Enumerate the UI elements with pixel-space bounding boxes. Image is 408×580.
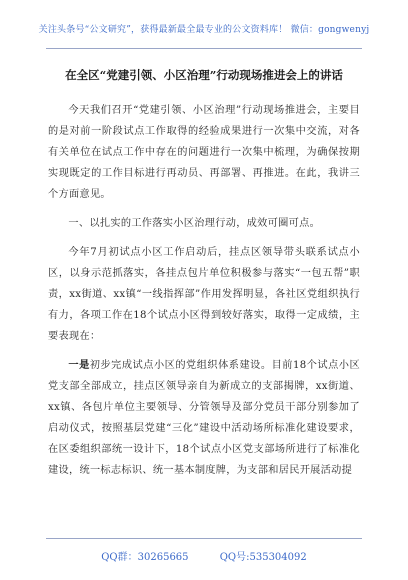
document-title: 在全区“党建引领、小区治理”行动现场推进会上的讲话 <box>65 68 343 82</box>
document-body <box>48 100 360 489</box>
paragraph-progress: 今年7月初试点小区工作启动后，挂点区领导带头联系试点小区，以身示范抓落实，各挂点包片单位积极参与落实“一包五帮”职责，xx街道、xx镇“一线指挥部”作用发挥明显，各社区党组织执行有力，各项工作在18个试点小区得到较好落实，取得一定成绩，主要表现在： <box>48 247 360 342</box>
point-one-text: 初步完成试点小区的党组织体系建设。目前18个试点小区党支部全部成立，挂点区领导亲自为新成立的支部揭牌，xx街道、xx镇、各包片单位主要领导、分管领导及部分党员干部分别参加了启动仪式，按照基层党建“三化”建设中活动场所标准化建设要求，在区委组织部统一设计下，18个试点小区党支部场所进行了标准化建设，统一标志标识、统一基本制度牌，为支部和居民开展活动提 <box>48 360 360 476</box>
paragraph-point-one <box>48 355 360 481</box>
paragraph-section-heading: 一、以扎实的工作落实小区治理行动，成效可圈可点。 <box>68 218 321 229</box>
header-divider <box>46 48 362 49</box>
header-banner: 关注头条号“公文研究”，获得最新最全最专业的公文资料库！ 微信：gongwenyj <box>38 25 370 35</box>
paragraph-intro: 今天我们召开“党建引领、小区治理”行动现场推进会，主要目的是对前一阶段试点工作取得的经验成果进行一次集中交流，对各有关单位在试点工作中存在的问题进行一次集中梳理，为确保按期实现既定的工作目标进行再动员、再部署、再推进。在此，我讲三个方面意见。 <box>48 105 360 200</box>
footer-divider <box>46 538 362 539</box>
footer-contact <box>0 548 408 563</box>
point-one-label: 一是 <box>68 359 90 371</box>
footer-qq-number: QQ号:535304092 <box>219 552 307 563</box>
footer-qq-group: QQ群：30265665 <box>101 552 189 563</box>
